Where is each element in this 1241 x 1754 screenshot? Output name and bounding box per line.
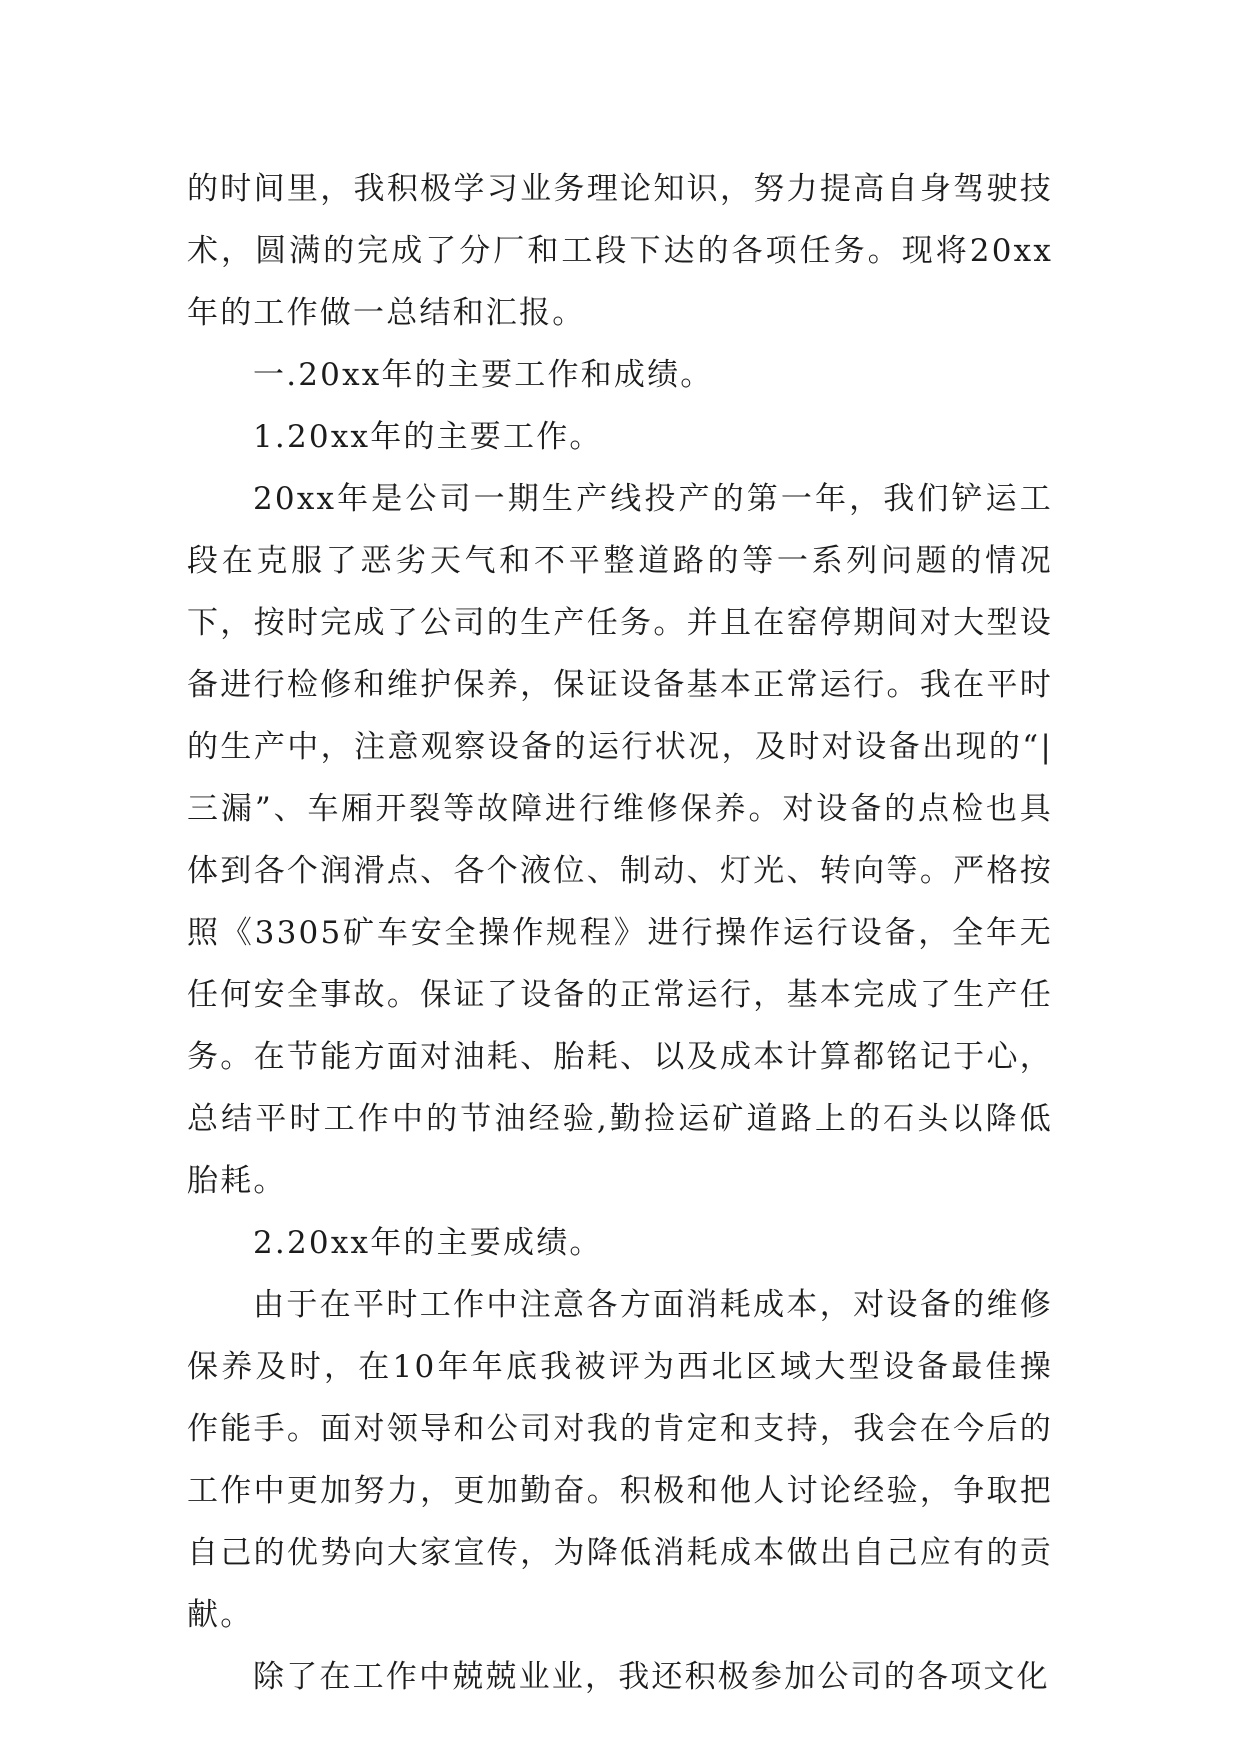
paragraph-activities: 除了在工作中兢兢业业，我还积极参加公司的各项文化 <box>253 1659 1050 1695</box>
paragraph-intro: 的时间里，我积极学习业务理论知识，努力提高自身驾驶技术，圆满的完成了分厂和工段下达的各项任务。现将20xx年的工作做一总结和汇报。 <box>187 171 1053 331</box>
subsection-heading-achievements: 2.20xx年的主要成绩。 <box>253 1225 603 1261</box>
section-heading-main: 一.20xx年的主要工作和成绩。 <box>253 357 714 393</box>
paragraph-achievements: 由于在平时工作中注意各方面消耗成本，对设备的维修保养及时，在10年年底我被评为西北区域大型设备最佳操作能手。面对领导和公司对我的肯定和支持，我会在今后的工作中更加努力，更加勤奋。积极和他人讨论经验，争取把自己的优势向大家宣传，为降低消耗成本做出自己应有的贡献。 <box>187 1287 1053 1633</box>
paragraph-work: 20xx年是公司一期生产线投产的第一年，我们铲运工段在克服了恶劣天气和不平整道路的等一系列问题的情况下，按时完成了公司的生产任务。并且在窑停期间对大型设备进行检修和维护保养，保证设备基本正常运行。我在平时的生产中，注意观察设备的运行状况，及时对设备出现的“|三漏”、车厢开裂等故障进行维修保养。对设备的点检也具体到各个润滑点、各个液位、制动、灯光、转向等。严格按照《3305矿车安全操作规程》进行操作运行设备，全年无任何安全事故。保证了设备的正常运行，基本完成了生产任务。在节能方面对油耗、胎耗、以及成本计算都铭记于心，总结平时工作中的节油经验,勤捡运矿道路上的石头以降低胎耗。 <box>187 481 1053 1199</box>
document-body <box>187 158 1053 1708</box>
subsection-heading-work: 1.20xx年的主要工作。 <box>253 419 603 455</box>
